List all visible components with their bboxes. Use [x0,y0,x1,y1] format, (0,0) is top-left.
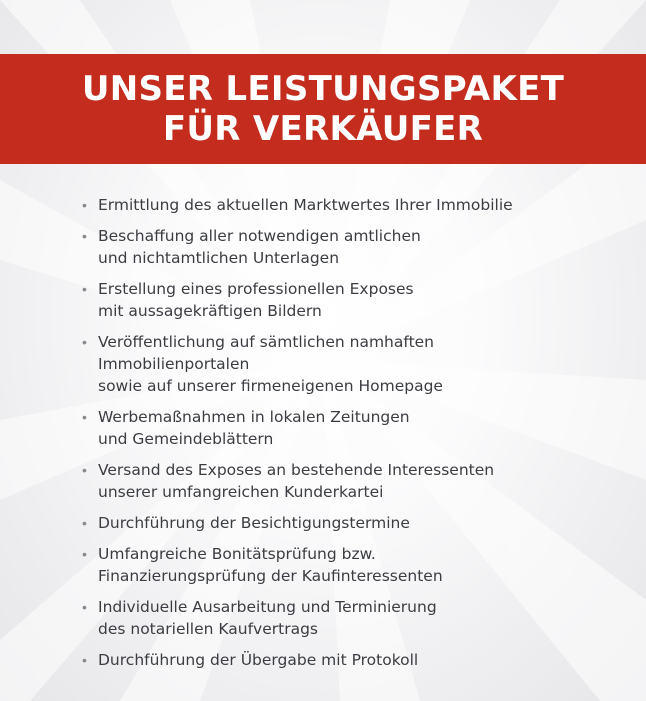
service-item-text [98,406,622,450]
service-item-line: sowie auf unserer firmeneigenen Homepage [98,377,443,395]
bullet-icon: • [82,409,87,425]
header-banner [0,54,646,164]
bullet-icon: • [82,281,87,297]
bullet-icon: • [82,546,87,562]
banner-title-line-1: UNSER LEISTUNGSPAKET [81,69,565,109]
service-item-line: Durchführung der Übergabe mit Protokoll [98,651,419,669]
service-item-text [98,225,622,269]
service-item-line: mit aussagekräftigen Bildern [98,302,322,320]
service-item-line: Veröffentlichung auf sämtlichen namhaften [98,333,435,351]
service-item-text [98,649,622,671]
bullet-icon: • [82,462,87,478]
service-item-text [98,331,622,397]
service-list-item [82,543,622,587]
service-item-line: Finanzierungsprüfung der Kaufinteressenten [98,567,443,585]
service-item-text [98,459,622,503]
service-item-line: Umfangreiche Bonitätsprüfung bzw. [98,545,376,563]
service-list-item [82,331,622,397]
service-list-item [82,278,622,322]
service-item-line: Individuelle Ausarbeitung und Terminierung [98,598,437,616]
bullet-icon: • [82,599,87,615]
service-item-text [98,278,622,322]
service-item-text [98,194,622,216]
service-item-line: Ermittlung des aktuellen Marktwertes Ihrer Immobilie [98,196,513,214]
services-list [82,194,622,680]
service-item-text [98,543,622,587]
service-list-item [82,459,622,503]
service-item-line: des notariellen Kaufvertrags [98,620,318,638]
bullet-icon: • [82,515,87,531]
bullet-icon: • [82,334,87,350]
service-item-line: Immobilienportalen [98,355,250,373]
service-item-text [98,512,622,534]
service-list-item [82,596,622,640]
service-item-line: Werbemaßnahmen in lokalen Zeitungen [98,408,410,426]
service-list-item [82,406,622,450]
bullet-icon: • [82,228,87,244]
service-list-item [82,194,622,216]
service-item-line: und nichtamtlichen Unterlagen [98,249,340,267]
banner-title-line-2: FÜR VERKÄUFER [162,109,484,149]
service-item-line: Durchführung der Besichtigungstermine [98,514,410,532]
bullet-icon: • [82,197,87,213]
service-item-line: unserer umfangreichen Kunderkartei [98,483,384,501]
service-list-item [82,225,622,269]
bullet-icon: • [82,652,87,668]
service-item-line: Erstellung eines professionellen Exposes [98,280,414,298]
service-item-line: Versand des Exposes an bestehende Interessenten [98,461,495,479]
service-list-item [82,512,622,534]
service-item-line: Beschaffung aller notwendigen amtlichen [98,227,421,245]
service-list-item [82,649,622,671]
service-item-text [98,596,622,640]
service-item-line: und Gemeindeblättern [98,430,274,448]
